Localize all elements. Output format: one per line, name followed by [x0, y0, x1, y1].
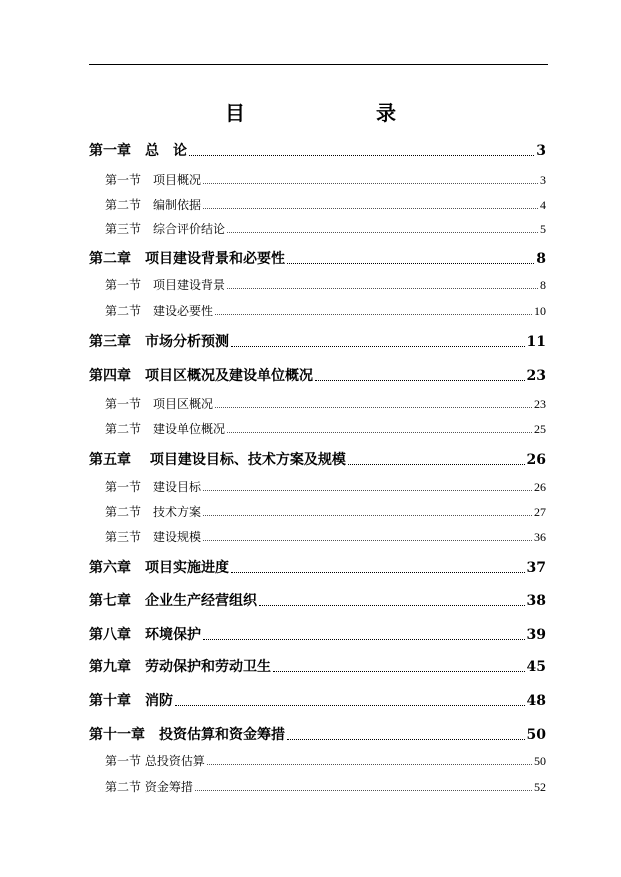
- dot-leader: [203, 515, 532, 516]
- toc-title: 目 录: [225, 101, 458, 125]
- dot-leader: [231, 346, 525, 347]
- toc-section-entry[interactable]: [105, 395, 546, 412]
- dot-leader: [287, 263, 534, 264]
- dot-leader: [175, 705, 525, 706]
- toc-section-entry[interactable]: [105, 220, 546, 237]
- dot-leader: [203, 490, 532, 491]
- toc-page-number: 36: [534, 530, 546, 544]
- dot-leader: [215, 314, 532, 315]
- toc-chapter-entry[interactable]: [89, 656, 546, 676]
- toc-chapter-entry[interactable]: [89, 690, 546, 710]
- dot-leader: [231, 572, 525, 573]
- dot-leader: [227, 232, 538, 233]
- toc-entry-label: 第十一章 投资估算和资金筹措: [89, 727, 285, 743]
- toc-page-number: 8: [540, 278, 546, 292]
- dot-leader: [203, 639, 525, 640]
- dot-leader: [203, 540, 532, 541]
- toc-entry-label: 第二节 建设必要性: [105, 304, 214, 318]
- dot-leader: [203, 183, 538, 184]
- toc-page-number: 25: [534, 422, 546, 436]
- toc-entry-label: 第一节 项目区概况: [105, 397, 214, 411]
- toc-chapter-entry[interactable]: [89, 557, 546, 577]
- toc-page-number: 4: [540, 198, 546, 212]
- toc-chapter-entry[interactable]: [89, 248, 546, 268]
- toc-entry-label: 第三节 建设规模: [105, 530, 202, 544]
- dot-leader: [259, 605, 525, 606]
- toc-entry-label: 第七章 企业生产经营组织: [89, 593, 257, 609]
- toc-entry-label: 第二节 编制依据: [105, 198, 202, 212]
- toc-page-number: 11: [526, 334, 546, 350]
- toc-section-entry[interactable]: [105, 752, 546, 769]
- toc-page-number: 52: [534, 780, 546, 794]
- toc-page-number: 26: [534, 480, 546, 494]
- toc-chapter-entry[interactable]: [89, 590, 546, 610]
- toc-section-entry[interactable]: [105, 778, 546, 795]
- toc-page-number: 5: [540, 222, 546, 236]
- toc-page-number: 26: [526, 452, 546, 468]
- toc-page-number: 37: [526, 560, 546, 576]
- toc-page-number: 3: [540, 173, 546, 187]
- toc-entry-label: 第三章 市场分析预测: [89, 334, 229, 350]
- toc-section-entry[interactable]: [105, 478, 546, 495]
- toc-page-number: 3: [536, 143, 546, 159]
- toc-section-entry[interactable]: [105, 196, 546, 213]
- toc-page-number: 48: [526, 693, 546, 709]
- toc-section-entry[interactable]: [105, 420, 546, 437]
- toc-entry-label: 第二节 建设单位概况: [105, 422, 226, 436]
- toc-entry-label: 第一节 建设目标: [105, 480, 202, 494]
- toc-entry-label: 第二节 资金筹措: [105, 780, 193, 794]
- toc-entry-label: 第九章 劳动保护和劳动卫生: [89, 659, 271, 675]
- toc-chapter-entry[interactable]: [89, 449, 546, 469]
- toc-chapter-entry[interactable]: [89, 140, 546, 160]
- toc-entry-label: 第六章 项目实施进度: [89, 560, 229, 576]
- toc-page-number: 45: [526, 659, 546, 675]
- toc-page-number: 38: [526, 593, 546, 609]
- toc-page-number: 8: [536, 251, 546, 267]
- dot-leader: [203, 208, 538, 209]
- dot-leader: [215, 407, 532, 408]
- toc-entry-label: 第二章 项目建设背景和必要性: [89, 251, 285, 267]
- toc-entry-label: 第二节 技术方案: [105, 505, 202, 519]
- toc-entry-label: 第一节 总投资估算: [105, 754, 205, 768]
- toc-page-number: 27: [534, 505, 546, 519]
- toc-chapter-entry[interactable]: [89, 331, 546, 351]
- toc-entry-label: 第十章 消防: [89, 693, 173, 709]
- dot-leader: [315, 380, 525, 381]
- toc-entry-label: 第三节 综合评价结论: [105, 222, 226, 236]
- toc-entry-label: 第一节 项目建设背景: [105, 278, 226, 292]
- dot-leader: [287, 739, 525, 740]
- toc-chapter-entry[interactable]: [89, 724, 546, 744]
- toc-section-entry[interactable]: [105, 276, 546, 293]
- dot-leader: [348, 464, 525, 465]
- toc-page-number: 23: [534, 397, 546, 411]
- toc-page-number: 39: [526, 627, 546, 643]
- toc-entry-label: 第一节 项目概况: [105, 173, 202, 187]
- toc-entry-label: 第四章 项目区概况及建设单位概况: [89, 368, 313, 384]
- toc-page-number: 50: [534, 754, 546, 768]
- dot-leader: [189, 155, 534, 156]
- toc-section-entry[interactable]: [105, 528, 546, 545]
- dot-leader: [195, 790, 532, 791]
- dot-leader: [227, 288, 538, 289]
- toc-section-entry[interactable]: [105, 302, 546, 319]
- dot-leader: [273, 671, 525, 672]
- toc-page-number: 23: [526, 368, 546, 384]
- toc-page-number: 50: [526, 727, 546, 743]
- toc-section-entry[interactable]: [105, 171, 546, 188]
- toc-section-entry[interactable]: [105, 503, 546, 520]
- toc-entry-label: 第五章 项目建设目标、技术方案及规模: [89, 452, 346, 468]
- toc-entry-label: 第八章 环境保护: [89, 627, 201, 643]
- toc-chapter-entry[interactable]: [89, 365, 546, 385]
- toc-entry-label: 第一章 总 论: [89, 143, 187, 159]
- toc-chapter-entry[interactable]: [89, 624, 546, 644]
- toc-page-number: 10: [534, 304, 546, 318]
- dot-leader: [227, 432, 532, 433]
- dot-leader: [207, 764, 532, 765]
